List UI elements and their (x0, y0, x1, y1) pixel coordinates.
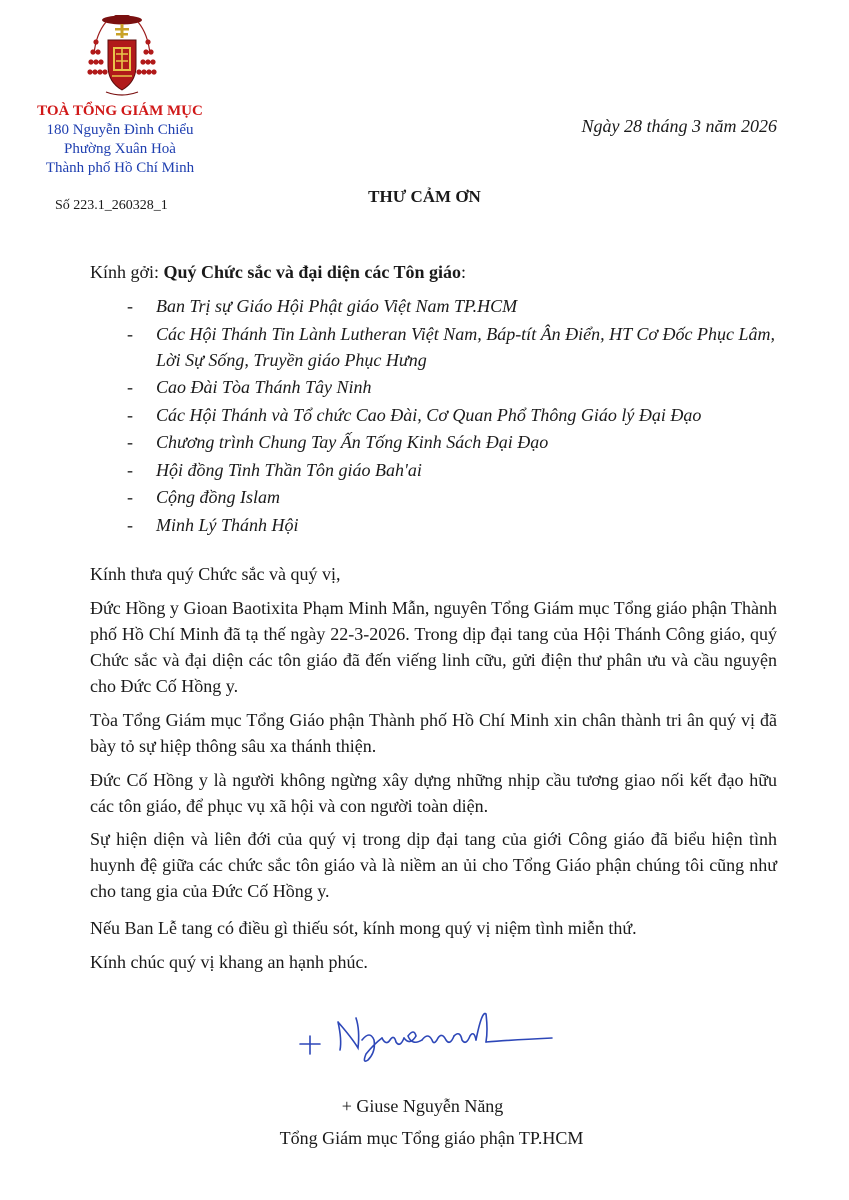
list-item (127, 374, 787, 400)
recipient-text: Minh Lý Thánh Hội (156, 514, 299, 535)
recipient-text: Cộng đồng Islam (156, 487, 281, 507)
org-name: TOÀ TỔNG GIÁM MỤC (37, 103, 203, 119)
coat-of-arms-icon (86, 14, 158, 100)
recipient-text: Chương trình Chung Tay Ấn Tống Kinh Sách Đại Đạo (156, 432, 549, 452)
signer-name: + Giuse Nguyễn Năng (341, 1096, 504, 1116)
salutation-addressee: Quý Chức sắc và đại diện các Tôn giáo (163, 262, 462, 282)
list-marker: - (127, 404, 133, 425)
list-marker: - (127, 296, 133, 316)
body-paragraph: Tòa Tổng Giám mục Tổng Giáo phận Thành phố Hồ Chí Minh xin chân thành tri ân quý vị đã bày tỏ sự hiệp thông sâu xa thánh thiện. (90, 710, 777, 756)
letter-date: Ngày 28 tháng 3 năm 2026 (581, 116, 777, 136)
list-item (127, 293, 787, 319)
recipient-text: Các Hội Thánh và Tổ chức Cao Đài, Cơ Quan Phổ Thông Giáo lý Đại Đạo (156, 404, 702, 425)
recipient-text: Cao Đài Tòa Thánh Tây Ninh (156, 377, 372, 397)
body-paragraph: Đức Hồng y Gioan Baotixita Phạm Minh Mẫn, nguyên Tổng Giám mục Tổng giáo phận Thành phố Hồ Chí Minh đã tạ thế ngày 22-3-2026. Trong dịp đại tang của Hội Thánh Công giáo, quý Chức sắc và đại diện các tôn giáo đã đến viếng linh cữu, gửi điện thư phân ưu và cầu nguyện cho Đức Cố Hồng y. (90, 598, 777, 696)
list-marker: - (127, 323, 133, 344)
list-marker: - (127, 459, 133, 480)
list-item (127, 321, 787, 373)
handwritten-signature (290, 1000, 560, 1070)
address-street: 180 Nguyễn Đình Chiểu (46, 122, 194, 138)
greeting: Kính thưa quý Chức sắc và quý vị, (90, 564, 341, 584)
list-item (127, 512, 787, 538)
recipient-text: Hội đồng Tinh Thần Tôn giáo Bah'ai (156, 459, 422, 480)
list-item (127, 457, 787, 483)
list-item (127, 484, 787, 510)
list-item (127, 429, 787, 455)
list-marker: - (127, 487, 133, 507)
list-marker: - (127, 514, 133, 535)
list-marker: - (127, 432, 133, 452)
document-number: Số 223.1_260328_1 (55, 198, 168, 213)
closing-wish: Kính chúc quý vị khang an hạnh phúc. (90, 952, 368, 972)
salutation (90, 259, 466, 285)
signer-title: Tổng Giám mục Tổng giáo phận TP.HCM (279, 1128, 584, 1148)
body-paragraph: Đức Cố Hồng y là người không ngừng xây dựng những nhịp cầu tương giao nối kết đạo hữu các tôn giáo, để phục vụ xã hội và con người toàn diện. (90, 770, 777, 816)
recipient-list (127, 293, 787, 539)
body-paragraph: Sự hiện diện và liên đới của quý vị trong dịp đại tang của giới Công giáo đã biểu hiện tình huynh đệ giữa các chức sắc tôn giáo và là niềm an ủi cho Tổng Giáo phận chúng tôi cũng như cho tang gia của Đức Cố Hồng y. (90, 829, 777, 901)
list-marker: - (127, 377, 133, 397)
letter-title: THƯ CẢM ƠN (368, 187, 481, 206)
address-ward: Phường Xuân Hoà (64, 141, 176, 157)
address-city: Thành phố Hồ Chí Minh (45, 160, 195, 176)
list-item (127, 402, 787, 428)
recipient-text: Các Hội Thánh Tin Lành Lutheran Việt Nam, Báp-tít Ân Điển, HT Cơ Đốc Phục Lâm, Lời Sự Sống, Truyền giáo Phục Hưng (156, 323, 775, 370)
salutation-prefix: Kính gởi: (90, 262, 164, 282)
recipient-text: Ban Trị sự Giáo Hội Phật giáo Việt Nam TP.HCM (156, 296, 518, 316)
salutation-suffix: : (461, 262, 467, 282)
body-paragraph: Nếu Ban Lễ tang có điều gì thiếu sót, kính mong quý vị niệm tình miễn thứ. (90, 918, 637, 938)
